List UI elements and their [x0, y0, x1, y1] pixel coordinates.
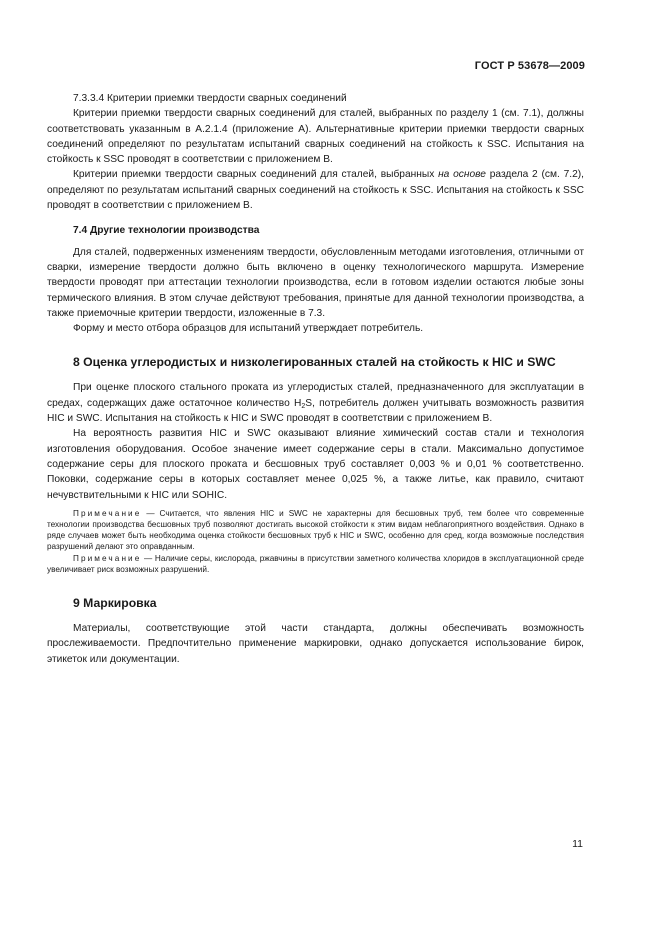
clause-7334-para-1: Критерии приемки твердости сварных соединений для сталей, выбранных по разделу 1 (см. 7.1), должны соответствовать указанным в А.2.1.4 (приложение А). Альтернативные критерии приемки твердости сварных соединений определяют по результатам испытаний сварных соединений на стойкость к SSC. Испытания на стойкость к SSC проводят в соответствии с приложением В.	[47, 108, 584, 166]
note-text: — Считается, что явления HIC и SWC не характерны для бесшовных труб, тем более что современные технологии производства бесшовных труб позволяют достигать высокой стойкости к этим видам неблагоприятного воздействия. Однако в ряде случаев может быть необходима оценка стойкости бесшовных труб к HIC и SWC, особенно для сред, когда возможные последствия разрушений делают это оправданным.	[47, 508, 584, 552]
note-label: Примечание	[73, 553, 142, 563]
note-text: — Наличие серы, кислорода, ржавчины в присутствии заметного количества хлоридов в эксплуатационной среде увеличивает риск возможных разрушений.	[47, 553, 584, 574]
text-run: При оценке плоского стального проката из углеродистых сталей, предназначенного для эксплуатации в средах, содержащих даже остаточное количество H	[47, 382, 584, 409]
page-number: 11	[572, 838, 583, 850]
section-9-heading: 9 Маркировка	[73, 596, 157, 611]
notes-block	[47, 508, 584, 575]
note-2	[47, 553, 584, 575]
section-8-heading: 8 Оценка углеродистых и низколегированных сталей на стойкость к HIC и SWC	[73, 355, 556, 370]
section-74-para-1: Для сталей, подверженных изменениям твердости, обусловленным методами изготовления, отличными от сварки, измерение твердости должно быть включено в оценку технологического маршрута. Измерение твердости проводят при аттестации технологии производства, если в готовом изделии остаются любые зоны термического влияния. В этом случае действуют требования, принятые для данной технологии производства, а также приемочные критерии твердости, изложенные в 7.3.	[47, 246, 584, 319]
page-body	[47, 91, 584, 667]
page-header-standard: ГОСТ Р 53678—2009	[474, 60, 585, 72]
clause-7334-title: 7.3.3.4 Критерии приемки твердости сварных соединений	[73, 93, 347, 104]
clause-7334-para-2	[47, 167, 584, 213]
section-74-para-2: Форму и место отбора образцов для испытаний утверждает потребитель.	[73, 323, 424, 335]
section-8-para-1	[47, 380, 584, 426]
text-run: Критерии приемки твердости сварных соединений для сталей, выбранных	[73, 169, 439, 181]
section-74-heading: 7.4 Другие технологии производства	[73, 225, 260, 237]
text-run: раздела 2 (см. 7.2), определяют по результатам испытаний сварных соединений на стойкость к SSC. Испытания на стойкость к SSC проводят в соответствии с приложением В.	[47, 169, 584, 212]
section-9-para-1: Материалы, соответствующие этой части стандарта, должны обеспечивать возможность прослеживаемости. Предпочтительно применение маркировки, однако допускается использование бирок, этикеток или документации.	[47, 623, 584, 665]
text-run: S, потребитель должен учитывать возможность развития HIC и SWC. Испытания на стойкость к HIC и SWC проводят в соответствии с приложением В.	[47, 397, 585, 425]
note-label: Примечание	[73, 508, 142, 518]
section-8-para-2: На вероятность развития HIC и SWC оказывают влияние химический состав стали и технология изготовления оборудования. Особое значение имеет содержание серы в стали. Максимально допустимое содержание серы для плоского проката и бесшовных труб составляет 0,003 % и 0,01 % соответственно. Поковки, содержание серы в которых составляет менее 0,025 %, а также литье, как правило, считают нечувствительными к HIC или SOHIC.	[47, 428, 584, 501]
subscript: 2	[301, 402, 306, 410]
italic-run: на основе	[438, 169, 486, 181]
note-1	[47, 508, 584, 553]
